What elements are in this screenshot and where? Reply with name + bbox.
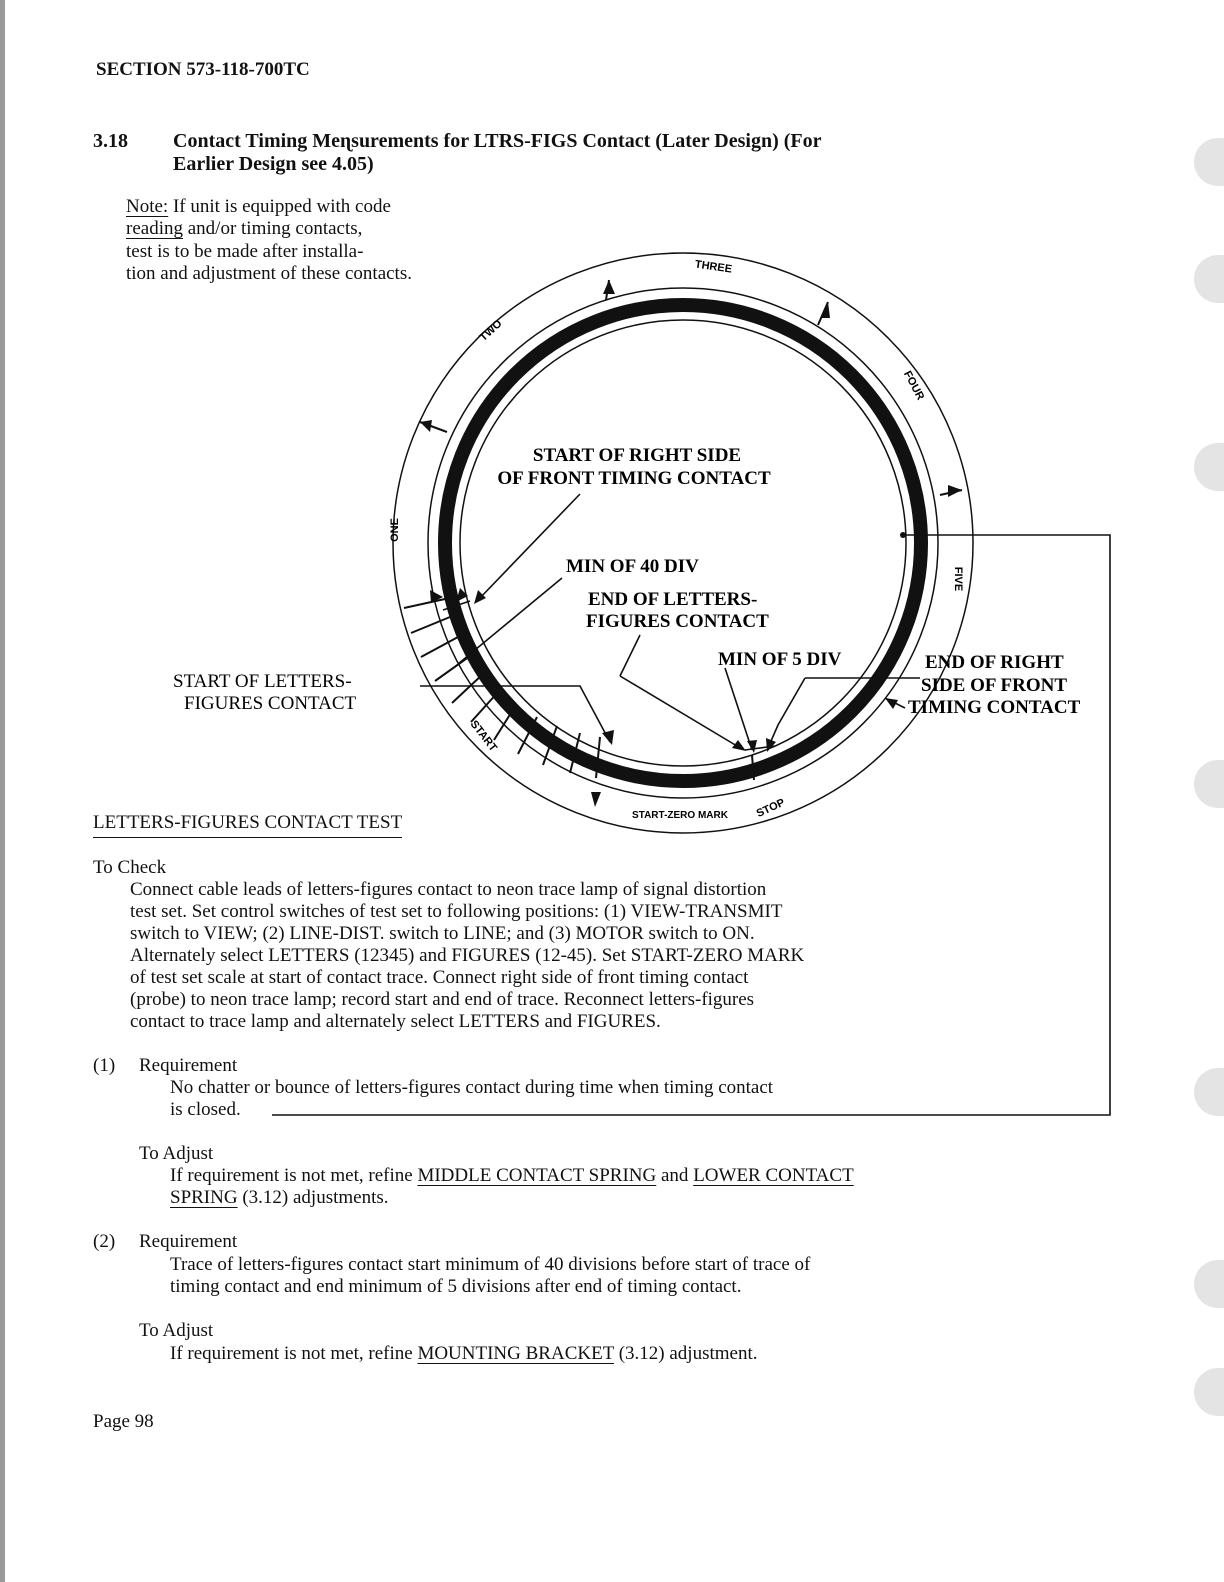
spring-ref: SPRING [170, 1187, 238, 1208]
adjust1-pre: If requirement is not met, refine [170, 1165, 418, 1186]
callout-min-40: MIN OF 40 DIV [566, 556, 699, 577]
note-text-2a: reading [126, 218, 183, 239]
test-title: LETTERS-FIGURES CONTACT TEST [93, 812, 402, 838]
req1-line-2: is closed. [170, 1099, 241, 1120]
lower-contact-ref: LOWER CONTACT [693, 1165, 854, 1186]
to-check-line-5: of test set scale at start of contact trace. Connect right side of front timing contact [130, 967, 749, 988]
to-check-line-4: Alternately select LETTERS (12345) and FIGURES (12-45). Set START-ZERO MARK [130, 945, 805, 966]
adjust1-mid: and [656, 1165, 694, 1186]
to-check-line-2: test set. Set control switches of test set to following positions: (1) VIEW-TRANSMIT [130, 901, 783, 922]
adjust1-line-2 [170, 1187, 389, 1209]
callout-start-right-1: START OF RIGHT SIDE [532, 445, 742, 466]
note-text-2b: and/or timing contacts, [182, 218, 363, 239]
to-check-line-3: switch to VIEW; (2) LINE-DIST. switch to LINE; and (3) MOTOR switch to ON. [130, 923, 755, 944]
callout-start-right-2: OF FRONT TIMING CONTACT [497, 468, 771, 489]
mounting-bracket-ref: MOUNTING BRACKET [417, 1343, 614, 1364]
heading-line-2: Earlier Design see 4.05) [173, 153, 374, 175]
req2-line-2: timing contact and end minimum of 5 divisions after end of timing contact. [170, 1276, 742, 1297]
adjust2-pre: If requirement is not met, refine [170, 1343, 418, 1364]
heading-number: 3.18 [93, 130, 128, 152]
middle-contact-spring-ref: MIDDLE CONTACT SPRING [417, 1165, 657, 1186]
callout-end-right-3: TIMING CONTACT [908, 697, 1081, 718]
to-check-label: To Check [93, 857, 167, 878]
adjust2-post: (3.12) adjustment. [613, 1343, 758, 1364]
to-check-line-1: Connect cable leads of letters-figures contact to neon trace lamp of signal distortion [130, 879, 767, 900]
adjust2-label: To Adjust [139, 1320, 214, 1341]
req1-label: Requirement [139, 1055, 238, 1076]
callout-end-lf-2: FIGURES CONTACT [586, 611, 769, 632]
adjust1-line-1 [170, 1165, 854, 1187]
inner-ring [460, 320, 906, 766]
ring-label-start: START [467, 718, 500, 754]
note-line-4: tion and adjustment of these contacts. [126, 263, 412, 284]
req1-number: (1) [93, 1055, 116, 1076]
section-number: SECTION 573-118-700TC [96, 59, 310, 80]
ring-label-five: FIVE [952, 566, 964, 592]
callout-start-lf-2: FIGURES CONTACT [184, 693, 357, 714]
page-number: Page 98 [93, 1411, 154, 1432]
note-label: Note: [126, 196, 169, 217]
division-ticks [404, 280, 962, 780]
ring-label-start-zero: START-ZERO MARK [632, 810, 728, 821]
note-line-3: test is to be made after installa- [126, 241, 364, 262]
req1-line-1: No chatter or bounce of letters-figures contact during time when timing contact [170, 1077, 774, 1098]
req2-number: (2) [93, 1231, 116, 1252]
callout-end-right-1: END OF RIGHT [925, 652, 1064, 673]
ring-label-stop: STOP [754, 796, 787, 821]
callout-start-lf-1: START OF LETTERS- [173, 671, 352, 692]
adjust1-label: To Adjust [139, 1143, 214, 1164]
diagram-rings [393, 253, 973, 833]
heading-line-1: Contact Timing Meɳsurements for LTRS-FIGS Contact (Later Design) (For [173, 130, 822, 152]
to-check-line-6: (probe) to neon trace lamp; record start and end of trace. Reconnect letters-figures [130, 989, 755, 1010]
callout-end-right-2: SIDE OF FRONT [921, 675, 1068, 696]
timing-band [445, 305, 921, 781]
callout-min-5: MIN OF 5 DIV [718, 649, 842, 670]
note-text-1: If unit is equipped with code [168, 196, 391, 217]
callout-end-lf-1: END OF LETTERS- [588, 589, 758, 610]
adjust2-line-1 [170, 1343, 757, 1365]
to-check-line-7: contact to trace lamp and alternately select LETTERS and FIGURES. [130, 1011, 661, 1032]
req2-label: Requirement [139, 1231, 238, 1252]
ring-label-four: FOUR [901, 369, 927, 403]
ring-label-two: TWO [477, 317, 505, 344]
ring-label-three: THREE [694, 258, 733, 276]
outer-scale-ring [393, 253, 973, 833]
ring-label-one: ONE [389, 518, 401, 542]
req2-line-1: Trace of letters-figures contact start minimum of 40 divisions before start of trace of [170, 1254, 811, 1275]
adjust1-post: (3.12) adjustments. [237, 1187, 389, 1208]
